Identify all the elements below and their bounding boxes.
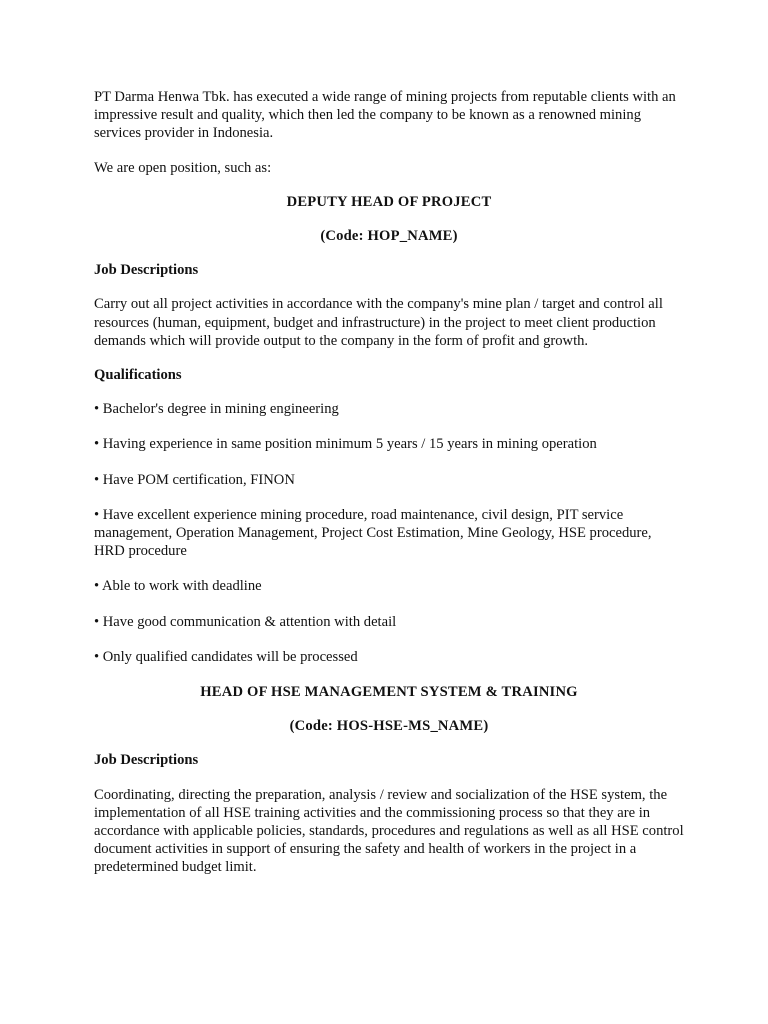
qualification-item: • Only qualified candidates will be processed [94, 648, 358, 665]
qualification-item: • Having experience in same position minimum 5 years / 15 years in mining operation [94, 436, 597, 453]
job2-desc: Coordinating, directing the preparation, analysis / review and socialization of the HSE system, the implementation of all HSE training activities and the commissioning process so that they are in accordance with applicable policies, standards, procedures and regulations as well as all HSE control document activities in support of ensuring the safety and health of workers in the project in a predetermined budget limit. [94, 786, 684, 876]
qualification-item: • Have excellent experience mining procedure, road maintenance, civil design, PIT service management, Operation Management, Project Cost Estimation, Mine Geology, HSE procedure, HRD procedure [94, 506, 652, 560]
job1-title: DEPUTY HEAD OF PROJECT [286, 193, 492, 210]
qualification-item: • Have good communication & attention with detail [94, 613, 397, 630]
job1-qual-heading: Qualifications [94, 367, 182, 384]
document-page [94, 88, 684, 893]
qualification-item: • Bachelor's degree in mining engineering [94, 401, 339, 418]
job2-code: (Code: HOS-HSE-MS_NAME) [289, 718, 489, 735]
job2-title: HEAD OF HSE MANAGEMENT SYSTEM & TRAINING [200, 684, 578, 701]
open-position-line: We are open position, such as: [94, 159, 272, 176]
job2-desc-heading: Job Descriptions [94, 752, 199, 769]
job1-code: (Code: HOP_NAME) [320, 228, 458, 245]
qualification-item: • Have POM certification, FINON [94, 471, 295, 488]
job1-desc-heading: Job Descriptions [94, 262, 199, 279]
job1-desc: Carry out all project activities in accordance with the company's mine plan / target and control all resources (human, equipment, budget and infrastructure) in the project to meet client production demands which will provide output to the company in the form of profit and growth. [94, 296, 663, 349]
intro-paragraph: PT Darma Henwa Tbk. has executed a wide range of mining projects from reputable clients with an impressive result and quality, which then led the company to be known as a renowned mining services provider in Indonesia. [94, 89, 676, 142]
qualification-item: • Able to work with deadline [94, 578, 262, 595]
